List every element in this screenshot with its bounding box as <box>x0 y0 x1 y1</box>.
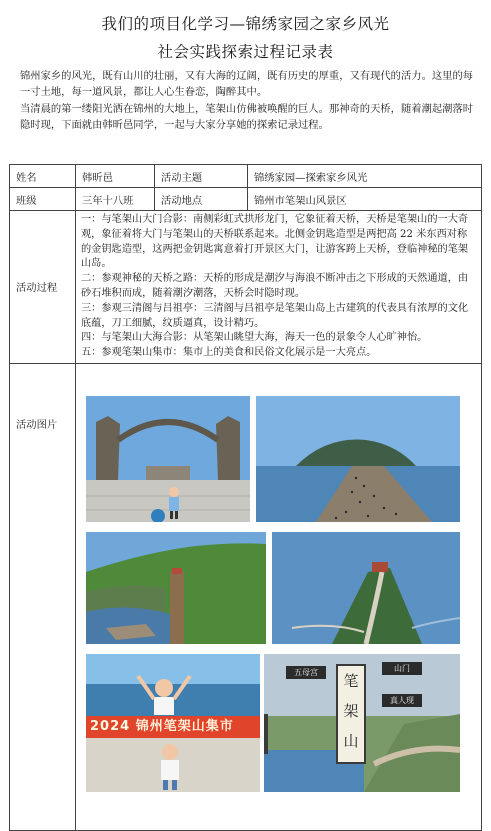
process-step: 四：与笔架山大海合影：从笔架山眺望大海，海天一色的景象令人心旷神怡。 <box>81 332 428 344</box>
photo-grid <box>76 390 481 804</box>
photos-label: 活动图片 <box>10 363 76 830</box>
photo-gate <box>86 396 250 522</box>
page-title: 我们的项目化学习—锦绣家园之家乡风光 <box>101 15 390 33</box>
name-value: 韩昕邑 <box>76 165 155 188</box>
photo-sea-bridge <box>256 396 460 522</box>
class-value: 三年十八班 <box>76 188 155 211</box>
class-label: 班级 <box>10 188 76 211</box>
theme-value: 锦绣家园—探索家乡风光 <box>248 165 482 188</box>
row-process <box>10 211 482 364</box>
record-table <box>9 164 482 831</box>
theme-label: 活动主题 <box>155 165 248 188</box>
location-value: 锦州市笔架山风景区 <box>248 188 482 211</box>
photo-girl-market <box>86 654 260 792</box>
photo-island-walkway <box>86 532 266 644</box>
sign-board-wumugong: 五母宫 <box>286 666 326 679</box>
sign-bijiashan: 笔架山 <box>336 664 366 764</box>
process-step: 一：与笔架山大门合影：南侧彩虹式拱形龙门，它象征着天桥，天桥是笔架山的一大奇观，象征着将大门与笔架山的天桥联系起来。北侧金钥匙造型是两把高 22 米东西对称的金钥匙造型，这两把金钥匙寓意着打开景区大门，让游客跨上天桥，登临神秘的笔架山岛。 <box>81 214 469 270</box>
process-description <box>76 211 482 364</box>
sign-board-zhenrenxian: 真人现 <box>382 694 422 707</box>
process-step: 三：参观三清阁与吕祖亭：三清阁与吕祖亭是笔架山岛上古建筑的代表具有浓厚的文化底蕴，刀工细腻，纹质逼真，设计精巧。 <box>81 302 469 329</box>
sign-board-shanmen: 山门 <box>382 662 422 675</box>
intro-text <box>20 68 478 134</box>
process-label: 活动过程 <box>10 211 76 364</box>
process-step: 二：参观神秘的天桥之路：天桥的形成是潮汐与海浪不断冲击之下形成的天然通道，由砂石堆积而成，随着潮汐潮落，天桥会时隐时现。 <box>81 273 469 299</box>
process-step: 五：参观笔架山集市：集市上的美食和民俗文化展示是一大亮点。 <box>81 347 377 359</box>
intro-paragraph-2: 当清晨的第一缕阳光洒在锦州的大地上，笔架山仿佛被唤醒的巨人。那神奇的天桥，随着潮起潮落时隐时现，下面就由韩昕邑同学，一起与大家分享她的探索记录过程。 <box>20 102 474 132</box>
row-class <box>10 188 482 211</box>
photos-cell <box>76 363 482 830</box>
location-label: 活动地点 <box>155 188 248 211</box>
row-name <box>10 165 482 188</box>
market-banner: 2024 锦州笔架山集市 <box>86 716 260 738</box>
name-label: 姓名 <box>10 165 76 188</box>
photo-cliff-path <box>272 532 460 644</box>
photo-signpost <box>264 654 460 792</box>
row-photos <box>10 363 482 830</box>
intro-paragraph-1: 锦州家乡的风光，既有山川的壮丽，又有大海的辽阔，既有历史的厚重，又有现代的活力。这里的每一寸土地，每一道风景，都让人心生眷恋，陶醉其中。 <box>20 70 474 99</box>
page-subtitle: 社会实践探索过程记录表 <box>157 43 334 61</box>
